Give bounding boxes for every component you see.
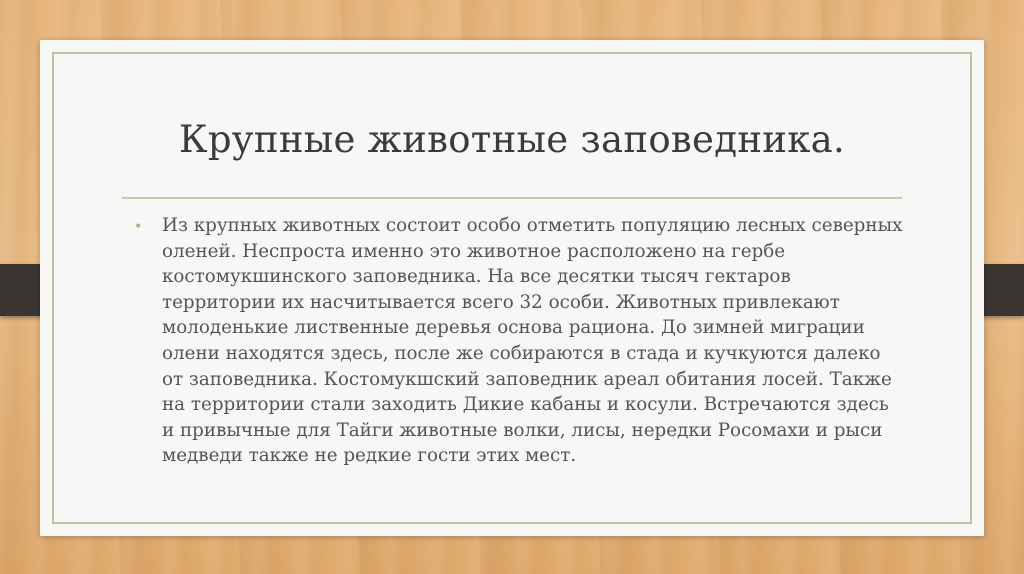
slide-paper [40,40,984,536]
bullet-text: Из крупных животных состоит особо отметить популяцию лесных северных оленей. Неспроста именно это животное расположено на гербе костомукшинского заповедника. На все десятки тысяч гектаров территории их насчитывается всего 32 особи. Животных привлекают молоденькие лиственные деревья основа рациона. До зимней миграции олени находятся здесь, после же собираются в стада и кучкуются далеко от заповедника. Костомукшский заповедник ареал обитания лосей. Также на территории стали заходить Дикие кабаны и косули. Встречаются здесь и привычные для Тайги животные волки, лисы, нередки Росомахи и рыси медведи также не редкие гости этих мест. [162,215,903,467]
slide-body [134,213,904,469]
slide-title: Крупные животные заповедника. [178,118,846,161]
title-divider [122,197,902,199]
bullet-icon: • [134,219,143,235]
bullet-item [134,213,904,469]
